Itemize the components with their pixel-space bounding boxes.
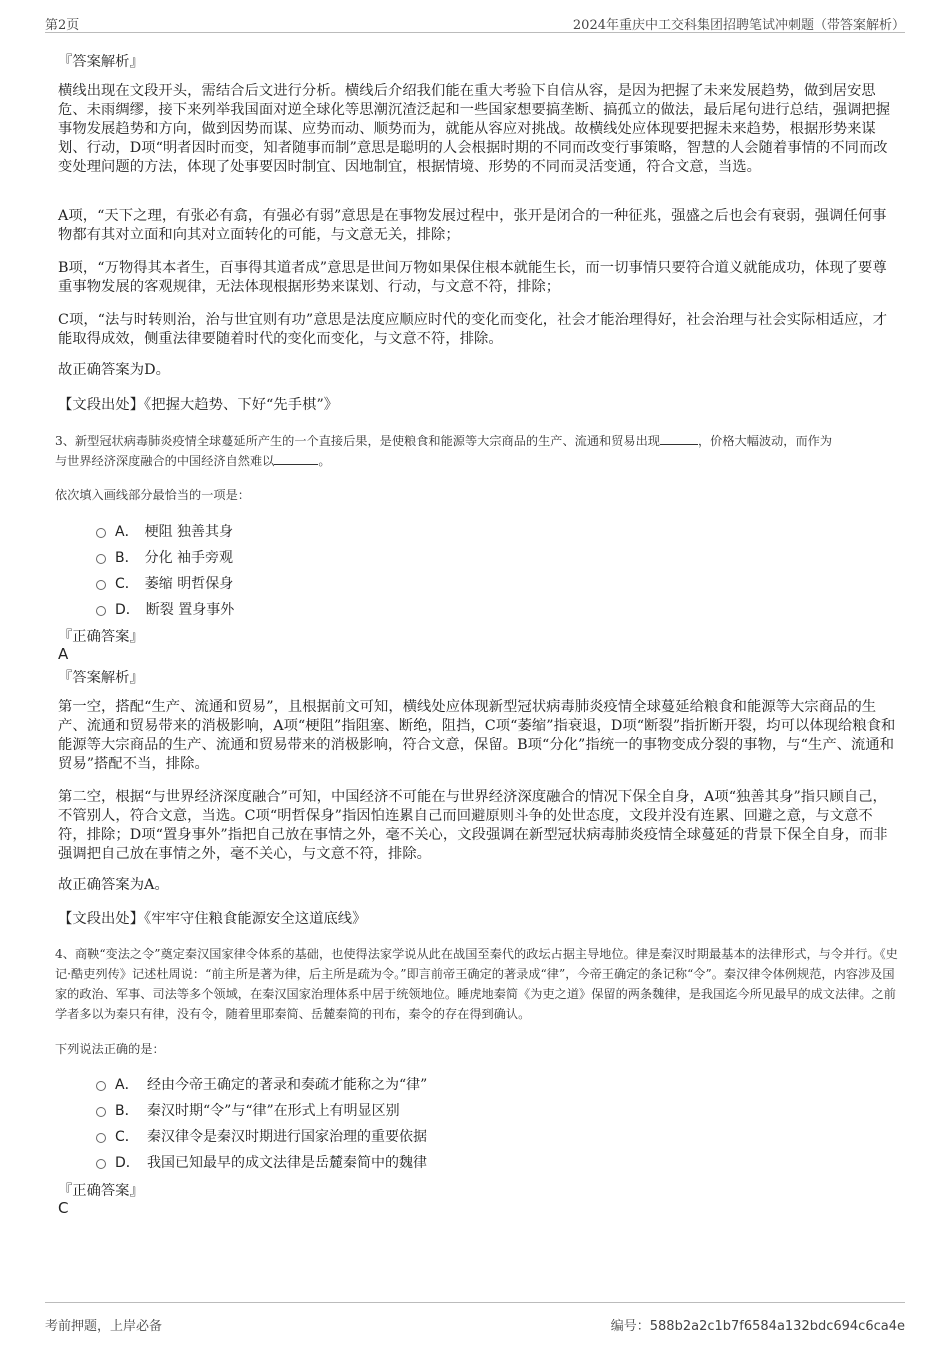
explain-paragraph: B项，“万物得其本者生，百事得其道者成”意思是世间万物如果保住根本就能生长，而一切事情只要符合道义就能成功，体现了要尊重事物发展的客观规律，无法体现根据形势来谋划、行动，与文意不符，排除；: [58, 260, 887, 295]
correct-answer: A: [58, 645, 69, 663]
explain-paragraph: 第二空，根据“与世界经济深度融合”可知，中国经济不可能在与世界经济深度融合的情况下保全自身，A项“独善其身”指只顾自己，不管别人，符合文意，当选。C项“明哲保身”指因怕连累自己而回避原则斗争的处世态度，文段并没有连累、回避之意，与文意不符，排除；D项“置身事外”指把自己放在事情之外，毫不关心，文段强调在新型冠状病毒肺炎疫情全球蔓延的背景下保全自身，而非强调把自己放在事情之外，毫不关心，与文意不符，排除。: [58, 789, 888, 862]
correct-answer-label: 『正确答案』: [58, 1183, 144, 1199]
document-title: 2024年重庆中工交科集团招聘笔试冲刺题（带答案解析）: [572, 18, 905, 33]
explain-paragraph: A项，“天下之理，有张必有翕，有强必有弱”意思是在事物发展过程中，张开是闭合的一种征兆，强盛之后也会有衰弱，强调任何事物都有其对立面和向其对立面转化的可能，与文意无关，排除；: [58, 208, 887, 243]
explain-paragraph: 横线出现在文段开头，需结合后文进行分析。横线后介绍我们能在重大考验下自信从容，是因为把握了未来发展趋势，做到居安思危、未雨绸缪，接下来列举我国面对逆全球化等思潮沉渣泛起和一些国家想要搞垄断、搞孤立的做法，最后尾句进行总结，强调把握事物发展趋势和方向，做到因势而谋、应势而动、顺势而为，就能从容应对挑战。故横线处应体现要把握未来趋势，根据形势来谋划、行动，D项“明者因时而变，知者随事而制”意思是聪明的人会根据时期的不同而改变行事策略，智慧的人会随着事情的不同而改变处理问题的方法，体现了处事要因时制宜、因地制宜，根据情境、形势的不同而灵活变通，符合文意，当选。: [58, 83, 891, 175]
question-stem: 3、新型冠状病毒肺炎疫情全球蔓延所产生的一个直接后果，是使粮食和能源等大宗商品的生产、流通和贸易出现 ，价格大幅波动，而作为 与世界经济深度融合的中国经济自然难以 。: [55, 434, 833, 468]
question-prompt: 下列说法正确的是：: [55, 1042, 165, 1056]
answer-conclusion: 故正确答案为A。: [58, 877, 169, 893]
option-d[interactable]: D． 我国已知最早的成文法律是岳麓秦简中的魏律: [96, 1152, 427, 1172]
explain-label: 『答案解析』: [58, 670, 144, 686]
radio-icon[interactable]: [96, 554, 106, 564]
question-stem: 4、商鞅“变法之令”奠定秦汉国家律令体系的基础，也使得法家学说从此在战国至秦代的政坛占据主导地位。律是秦汉时期最基本的法律形式，与令并行。《史记·酷吏列传》记述杜周说：“前主所是著为律，后主所是疏为令。”即言前帝王确定的著录成“律”，今帝王确定的条记称“令”。秦汉律令体例规范，内容涉及国家的政治、军事、司法等多个领域，在秦汉国家治理体系中居于统领地位。睡虎地秦简《为吏之道》保留的两条魏律，是我国迄今所见最早的成文法律。之前学者多以为秦只有律，没有令，随着里耶秦简、岳麓秦简的刊布，秦令的存在得到确认。: [55, 947, 898, 1021]
option-b[interactable]: B． 秦汉时期“令”与“律”在形式上有明显区别: [96, 1100, 400, 1120]
document-code: 编号：588b2a2c1b7f6584a132bdc694c6ca4e: [610, 1319, 905, 1334]
explain-paragraph: C项，“法与时转则治，治与世宜则有功”意思是法度应顺应时代的变化而变化，社会才能治理得好，社会治理与社会实际相适应，才能取得成效，侧重法律要随着时代的变化而变化，与文意不符，排除。: [58, 312, 888, 347]
answer-conclusion: 故正确答案为D。: [58, 362, 170, 378]
option-c[interactable]: C． 萎缩 明哲保身: [96, 573, 233, 593]
question-prompt: 依次填入画线部分最恰当的一项是：: [55, 488, 250, 502]
page-number: 第2页: [45, 18, 80, 33]
correct-answer-label: 『正确答案』: [58, 629, 144, 645]
radio-icon[interactable]: [96, 1133, 106, 1143]
option-a[interactable]: A． 梗阻 独善其身: [96, 521, 233, 541]
footer-slogan: 考前押题，上岸必备: [45, 1319, 163, 1334]
radio-icon[interactable]: [96, 1159, 106, 1169]
option-d[interactable]: D． 断裂 置身事外: [96, 599, 234, 619]
radio-icon[interactable]: [96, 1081, 106, 1091]
page-footer: [45, 1302, 905, 1333]
radio-icon[interactable]: [96, 606, 106, 616]
explain-paragraph: 第一空，搭配“生产、流通和贸易”，且根据前文可知，横线处应体现新型冠状病毒肺炎疫情全球蔓延给粮食和能源等大宗商品的生产、流通和贸易带来的消极影响，A项“梗阻”指阻塞、断绝，阻挡，C项“萎缩”指衰退，D项“断裂”指折断开裂，均可以体现给粮食和能源等大宗商品的生产、流通和贸易带来的消极影响，符合文意，保留。B项“分化”指统一的事物变成分裂的事物，与“生产、流通和贸易”搭配不当，排除。: [58, 699, 896, 772]
radio-icon[interactable]: [96, 580, 106, 590]
source-citation: 【文段出处】《牢牢守住粮食能源安全这道底线》: [58, 911, 367, 927]
radio-icon[interactable]: [96, 1107, 106, 1117]
explain-label: 『答案解析』: [58, 54, 144, 70]
option-a[interactable]: A． 经由今帝王确定的著录和奏疏才能称之为“律”: [96, 1074, 427, 1094]
correct-answer: C: [58, 1199, 69, 1217]
option-b[interactable]: B． 分化 袖手旁观: [96, 547, 233, 567]
source-citation: 【文段出处】《把握大趋势、下好“先手棋”》: [58, 397, 339, 413]
option-c[interactable]: C． 秦汉律令是秦汉时期进行国家治理的重要依据: [96, 1126, 427, 1146]
radio-icon[interactable]: [96, 528, 106, 538]
page-header: [45, 8, 905, 33]
